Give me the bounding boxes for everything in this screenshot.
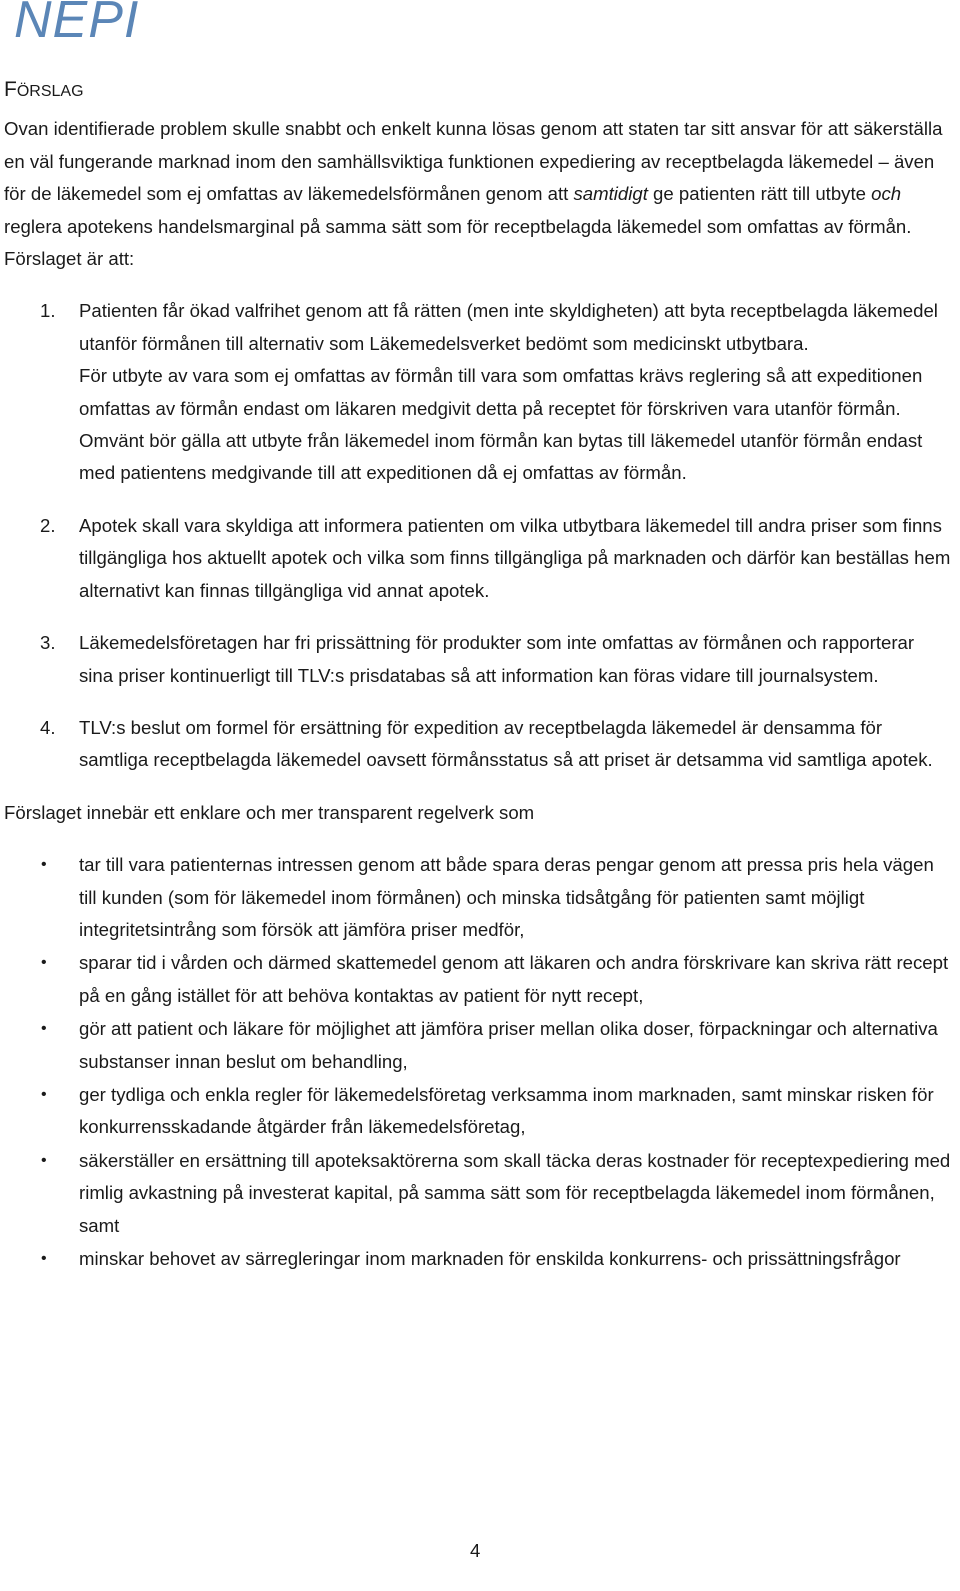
intro-text-1: Ovan identifierade problem skulle snabbt och enkelt kunna lösas genom att staten tar sitt ansvar för att säkerställa en väl fungerande marknad inom den samhällsviktiga funktionen expediering av receptbelagda läkemedel – även för de läkemedel som ej omfattas av läkemedelsförmånen genom att — [4, 118, 943, 205]
benefit-text: gör att patient och läkare för möjlighet att jämföra priser mellan olika doser, förpackningar och alternativa substanser innan beslut om behandling, — [79, 1018, 938, 1072]
benefit-text: ger tydliga och enkla regler för läkemedelsföretag verksamma inom marknaden, samt minskar risken för konkurrensskadande åtgärder från läkemedelsföretag, — [79, 1083, 934, 1138]
benefit-item — [4, 947, 952, 1012]
proposal-number: 3. — [40, 632, 56, 654]
benefit-text: tar till vara patienternas intressen genom att både spara deras pengar genom att pressa pris hela vägen till kunden (som för läkemedel inom förmånen) och minska tidsåtgång för patienten samt möjligt integritetsintrång som försök att jämföra priser medför, — [79, 854, 934, 940]
section-heading — [4, 74, 952, 108]
bullet-icon: • — [41, 1085, 47, 1103]
bullet-icon: • — [41, 1250, 47, 1267]
summary-paragraph: Förslaget innebär ett enklare och mer transparent regelverk som — [4, 801, 535, 823]
intro-emphasis-och: och — [871, 183, 902, 205]
proposal-paragraph: TLV:s beslut om formel för ersättning för expedition av receptbelagda läkemedel är densamma för samtliga receptbelagda läkemedel oavsett förmånsstatus så att priset är detsamma vid samtliga apotek. — [79, 716, 933, 771]
benefit-text: sparar tid i vården och därmed skattemedel genom att läkaren och andra förskrivare kan skriva rätt recept på en gång istället för att behöva kontaktas av patient för nytt recept, — [79, 952, 949, 1006]
benefit-item — [4, 1145, 952, 1242]
proposal-list — [4, 295, 952, 776]
proposal-number: 2. — [40, 514, 56, 536]
proposal-paragraph: Läkemedelsföretagen har fri prissättning för produkter som inte omfattas av förmånen och rapporterar sina priser kontinuerligt till TLV:s prisdatabas så att information kan föras vidare till journalsystem. — [79, 632, 915, 686]
benefit-list — [4, 849, 952, 1275]
proposal-number: 4. — [40, 716, 56, 738]
proposal-item — [4, 712, 952, 777]
intro-emphasis-samtidigt: samtidigt — [573, 183, 648, 205]
page-number: 4 — [470, 1540, 481, 1561]
bullet-icon: • — [41, 1020, 47, 1038]
bullet-icon: • — [41, 1151, 47, 1169]
intro-text-2: ge patienten rätt till utbyte — [647, 183, 872, 205]
benefit-text: säkerställer en ersättning till apoteksaktörerna som skall täcka deras kostnader för receptexpediering med rimlig avkastning på investerat kapital, på samma sätt som för receptbelagda läkemedel inom förmånen, samt — [79, 1149, 951, 1236]
benefit-item — [4, 849, 952, 946]
intro-paragraph — [4, 113, 952, 275]
nepi-logo: NEPI — [14, 0, 140, 49]
heading-rest: ÖRSLAG — [16, 83, 84, 100]
benefit-item — [4, 1079, 952, 1144]
intro-text-3: reglera apotekens handelsmarginal på samma sätt som för receptbelagda läkemedel som omfattas av förmån. Förslaget är att: — [4, 215, 912, 270]
benefit-item — [4, 1243, 952, 1275]
proposal-item — [4, 510, 952, 607]
benefit-item — [4, 1013, 952, 1078]
proposal-item — [4, 627, 952, 692]
heading-initial: F — [4, 78, 17, 101]
bullet-icon: • — [41, 856, 47, 874]
proposal-number: 1. — [40, 300, 56, 322]
proposal-paragraph: För utbyte av vara som ej omfattas av förmån till vara som omfattas krävs reglering så att expeditionen omfattas av förmån endast om läkaren medgivit detta på receptet för förskriven vara utanför förmån. Omvänt bör gälla att utbyte från läkemedel inom förmån kan bytas till läkemedel utanför förmån endast med patientens medgivande till att expeditionen då ej omfattas av förmån. — [79, 365, 923, 484]
proposal-item — [4, 295, 952, 489]
proposal-paragraph: Apotek skall vara skyldiga att informera patienten om vilka utbytbara läkemedel till andra priser som finns tillgängliga hos aktuellt apotek och vilka som finns tillgängliga på marknaden och därför kan beställas hem alternativt kan finnas tillgängliga vid annat apotek. — [79, 514, 951, 601]
bullet-icon: • — [41, 954, 47, 972]
benefit-text: minskar behovet av särregleringar inom marknaden för enskilda konkurrens- och prissättningsfrågor — [79, 1248, 901, 1269]
document-body — [4, 74, 952, 1276]
proposal-paragraph: Patienten får ökad valfrihet genom att få rätten (men inte skyldigheten) att byta receptbelagda läkemedel utanför förmånen till alternativ som Läkemedelsverket bedömt som medicinskt utbytbara. — [79, 300, 938, 354]
